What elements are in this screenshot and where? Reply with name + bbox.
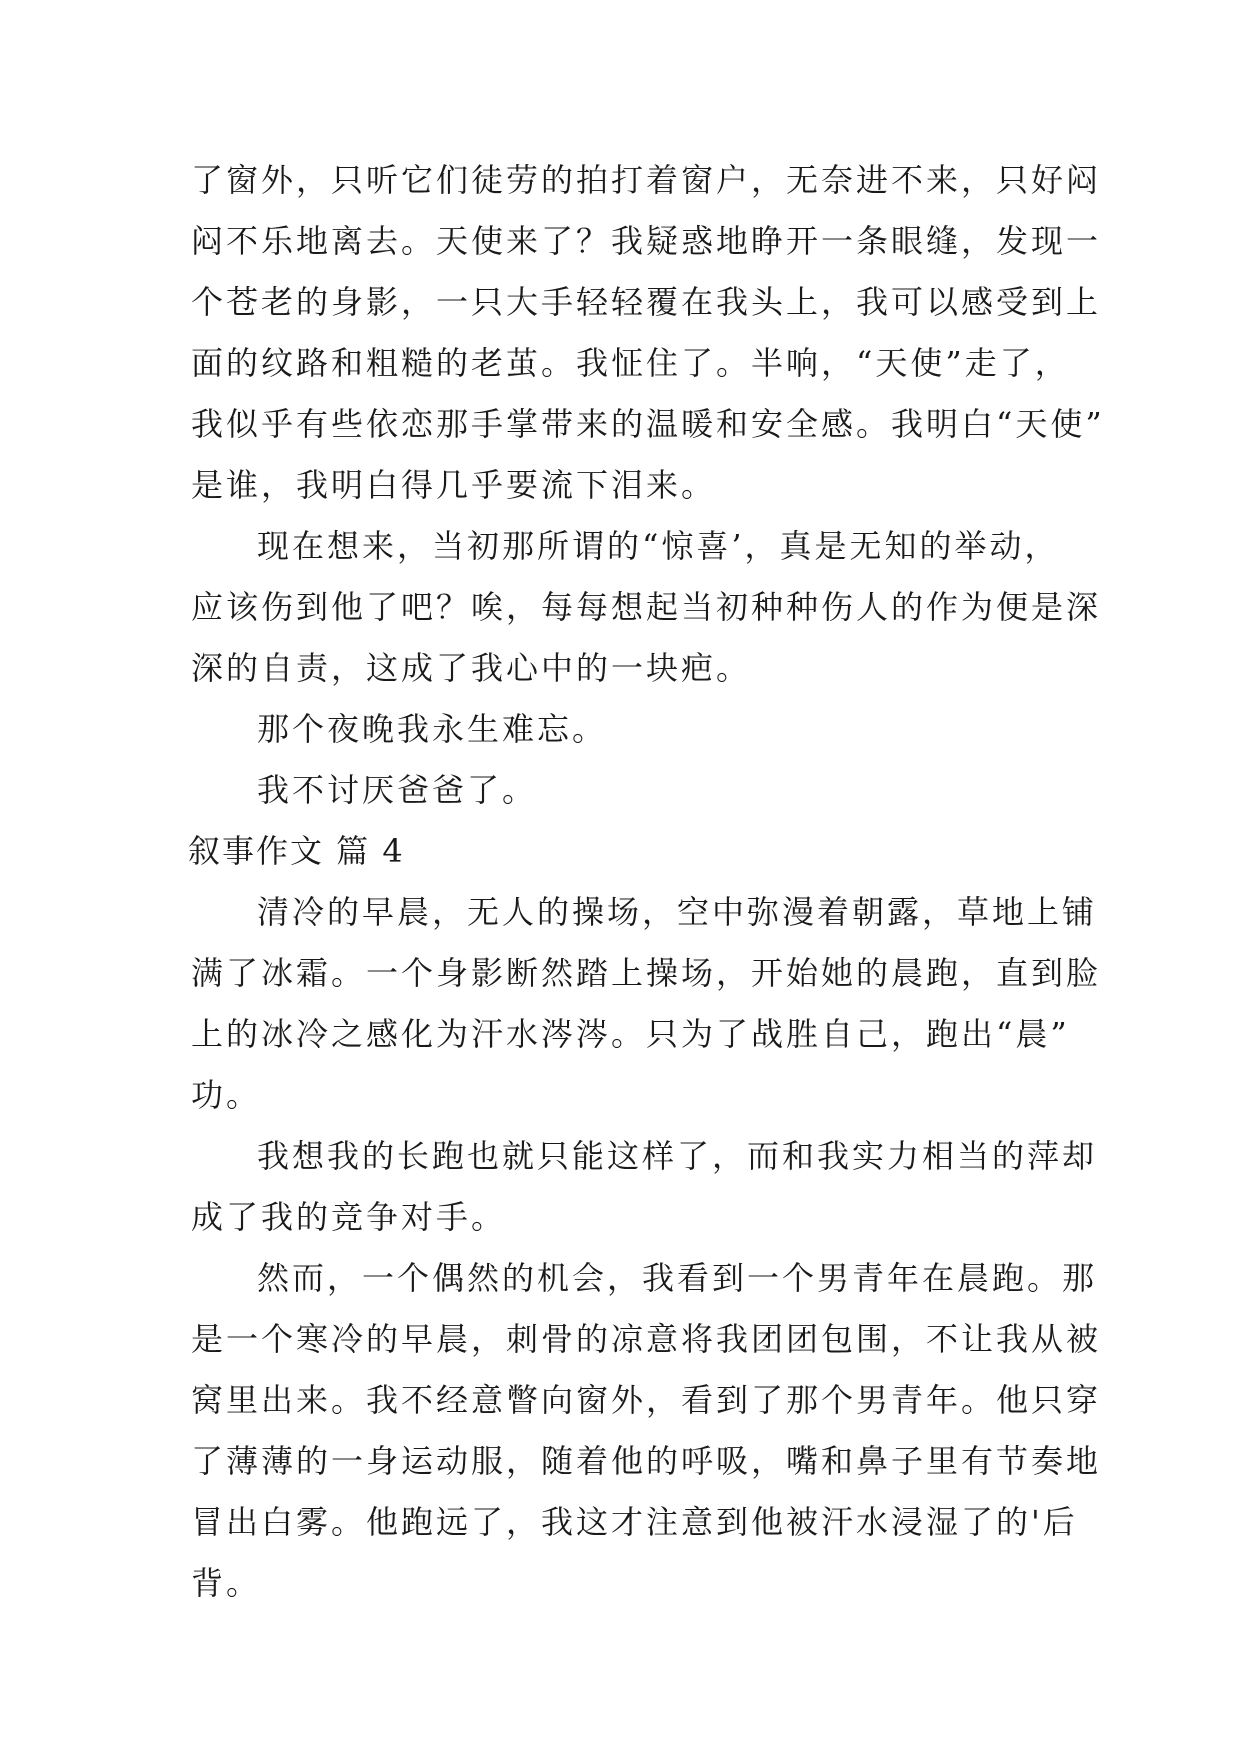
paragraph-first-line: 现在想来，当初那所谓的“惊喜’，真是无知的举动，: [257, 527, 1060, 565]
text-line: 面的纹路和粗糙的老茧。我怔住了。半响，“天使”走了，: [191, 344, 1070, 382]
text-line: 满了冰霜。一个身影断然踏上操场，开始她的晨跑，直到脸: [191, 954, 1102, 992]
text-line: 冒出白雾。他跑远了，我这才注意到他被汗水浸湿了的'后: [191, 1503, 1078, 1541]
text-line: 我似乎有些依恋那手掌带来的温暖和安全感。我明白“天使”: [191, 405, 1105, 443]
text-line: 窝里出来。我不经意瞥向窗外，看到了那个男青年。他只穿: [191, 1381, 1102, 1419]
text-line: 闷不乐地离去。天使来了？我疑惑地睁开一条眼缝，发现一: [191, 222, 1102, 260]
paragraph-first-line: 我不讨厌爸爸了。: [257, 771, 538, 809]
text-line: 成了我的竞争对手。: [191, 1198, 507, 1236]
paragraph-first-line: 然而，一个偶然的机会，我看到一个男青年在晨跑。那: [257, 1259, 1098, 1297]
text-line: 了窗外，只听它们徒劳的拍打着窗户，无奈进不来，只好闷: [191, 161, 1102, 199]
text-line: 背。: [191, 1564, 262, 1602]
text-line: 是一个寒冷的早晨，刺骨的凉意将我团团包围，不让我从被: [191, 1320, 1102, 1358]
paragraph-first-line: 清冷的早晨，无人的操场，空中弥漫着朝露，草地上铺: [257, 893, 1098, 931]
text-line: 上的冰冷之感化为汗水涔涔。只为了战胜自己，跑出“晨”: [191, 1015, 1070, 1053]
page-body: [188, 150, 1105, 1614]
text-line: 是谁，我明白得几乎要流下泪来。: [191, 466, 717, 504]
text-line: 应该伤到他了吧？唉，每每想起当初种种伤人的作为便是深: [191, 588, 1102, 626]
paragraph-first-line: 我想我的长跑也就只能这样了，而和我实力相当的萍却: [257, 1137, 1098, 1175]
section-heading: 叙事作文 篇 4: [188, 832, 405, 870]
text-line: 个苍老的身影，一只大手轻轻覆在我头上，我可以感受到上: [191, 283, 1102, 321]
text-line: 了薄薄的一身运动服，随着他的呼吸，嘴和鼻子里有节奏地: [191, 1442, 1102, 1480]
text-line: 功。: [191, 1076, 262, 1114]
paragraph-first-line: 那个夜晚我永生难忘。: [257, 710, 608, 748]
text-line: 深的自责，这成了我心中的一块疤。: [191, 649, 752, 687]
